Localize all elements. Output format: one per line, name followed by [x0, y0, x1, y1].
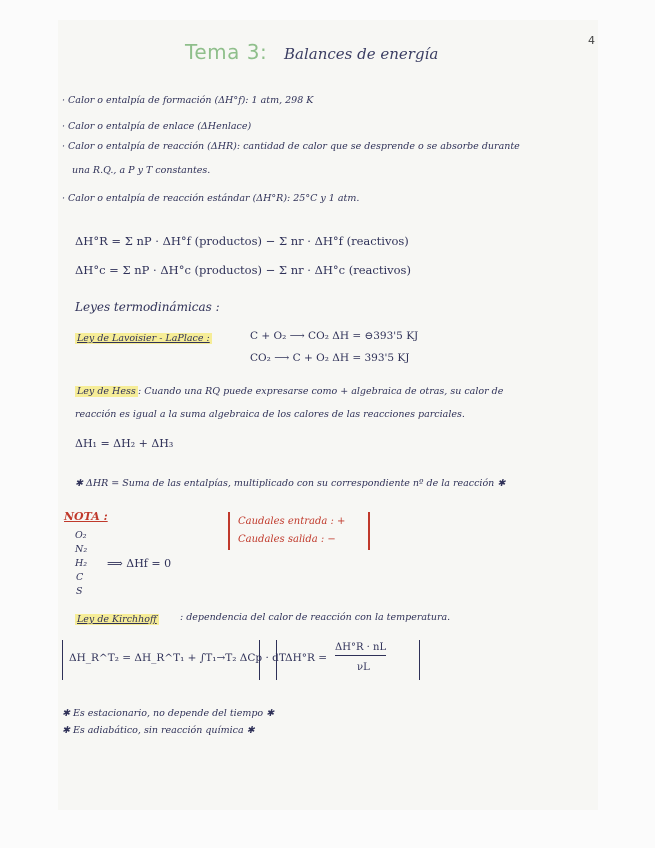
lavoisier-reaction-1: C + O₂ ⟶ CO₂ ΔH = ⊖393'5 KJ	[250, 330, 419, 342]
bullet-enlace: · Calor o entalpía de enlace (ΔHenlace)	[62, 121, 252, 132]
bullet-estandar: · Calor o entalpía de reacción estándar (ΔH°R): 25°C y 1 atm.	[62, 193, 360, 204]
nota-element-s: S	[76, 586, 83, 597]
standard-enthalpy-lhs: ΔH°R =	[285, 652, 328, 664]
final-note-estacionario: ✱ Es estacionario, no depende del tiempo ✱	[62, 708, 275, 719]
hess-equation: ΔH₁ = ΔH₂ + ΔH₃	[75, 437, 174, 450]
kirchhoff-label: Ley de Kirchhoff	[77, 614, 157, 625]
lavoisier-reaction-2: CO₂ ⟶ C + O₂ ΔH = 393'5 KJ	[250, 352, 410, 364]
nota-element-h2: H₂	[75, 558, 88, 569]
caudales-entrada: Caudales entrada : +	[238, 516, 346, 527]
kirchhoff-equation-bracket	[62, 640, 286, 680]
bullet-formacion: · Calor o entalpía de formación (ΔH°f): 1 atm, 298 K	[62, 95, 314, 106]
nota-label: NOTA :	[64, 510, 108, 523]
standard-enthalpy-bracket	[276, 640, 420, 680]
caudales-box	[228, 512, 370, 550]
hess-text-1: : Cuando una RQ puede expresarse como + algebraica de otras, su calor de	[138, 386, 504, 397]
caudales-salida: Caudales salida : −	[238, 534, 336, 545]
page-title: Tema 3:	[185, 40, 268, 64]
kirchhoff-text: : dependencia del calor de reacción con la temperatura.	[180, 612, 451, 623]
page-number: 4	[588, 34, 595, 47]
hess-label: Ley de Hess	[77, 386, 136, 397]
nota-element-o2: O₂	[75, 530, 87, 541]
leyes-heading: Leyes termodinámicas :	[75, 300, 220, 314]
bullet-reaccion: · Calor o entalpía de reacción (ΔHR): cantidad de calor que se desprende o se absorbe durante	[62, 141, 520, 152]
nota-result: ⟹ ΔHf = 0	[107, 557, 172, 570]
formula-combustion: ΔH°c = Σ nP · ΔH°c (productos) − Σ nr · ΔH°c (reactivos)	[75, 263, 411, 277]
bullet-reaccion-cont: una R.Q., a P y T constantes.	[72, 165, 211, 176]
formula-formacion: ΔH°R = Σ nP · ΔH°f (productos) − Σ nr · ΔH°f (reactivos)	[75, 234, 409, 248]
lavoisier-label: Ley de Lavoisier - LaPlace :	[77, 333, 210, 344]
nota-element-c: C	[76, 572, 84, 583]
star-note: ✱ ΔHR = Suma de las entalpías, multiplicado con su correspondiente nº de la reacción ✱	[75, 478, 506, 489]
standard-enthalpy-denominator: νL	[357, 662, 370, 673]
standard-enthalpy-numerator: ΔH°R · nL	[335, 642, 386, 656]
page-subtitle: Balances de energía	[284, 45, 439, 63]
nota-element-n2: N₂	[75, 544, 88, 555]
kirchhoff-equation: ΔH_R^T₂ = ΔH_R^T₁ + ∫T₁→T₂ ΔCp · dT	[69, 652, 286, 664]
hess-text-2: reacción es igual a la suma algebraica de los calores de las reacciones parciales.	[75, 409, 465, 420]
final-note-adiabatico: ✱ Es adiabático, sin reacción química ✱	[62, 725, 255, 736]
